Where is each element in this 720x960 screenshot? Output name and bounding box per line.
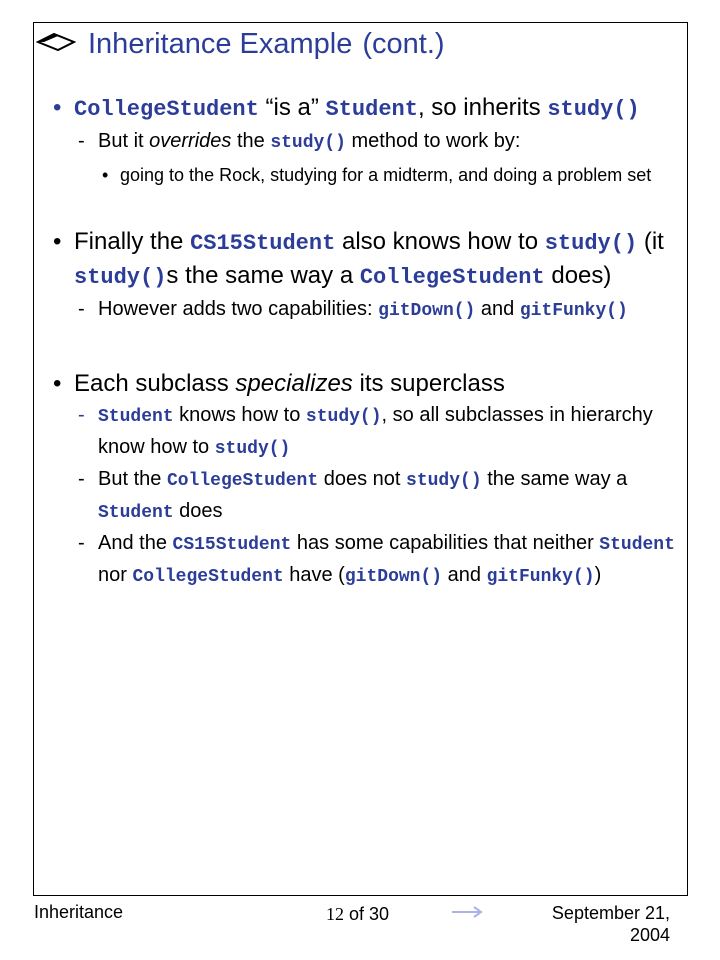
- bullet-1-sub-1: - But it overrides the study() method to work by:: [50, 126, 680, 158]
- footer-date: September 21, 2004: [551, 903, 670, 945]
- bullet-dot: •: [53, 94, 62, 121]
- bullet-1-subsub-1: • going to the Rock, studying for a midterm, and doing a problem set: [50, 162, 680, 188]
- bullet-2: • Finally the CS15Student also knows how to study() (it study()s the same way a CollegeStudent does): [53, 228, 664, 290]
- sub-dash: -: [78, 298, 85, 320]
- right-arrow-icon[interactable]: [450, 902, 486, 922]
- bullet-3-sub-3: - And the CS15Student has some capabilities that neither Student nor CollegeStudent have (gitDown() and gitFunky()): [50, 528, 680, 592]
- footer-page-number: 12 of 30: [326, 904, 390, 924]
- sub-dash: -: [78, 404, 85, 426]
- diamond-logo-icon: [36, 32, 76, 52]
- bullet-1: • CollegeStudent “is a” Student, so inherits study(): [53, 94, 640, 122]
- bullet-3: • Each subclass specializes its superclass: [50, 368, 680, 400]
- bullet-dot: •: [53, 370, 62, 397]
- bullet-3-sub-2: - But the CollegeStudent does not study() the same way a Student does: [50, 464, 680, 528]
- footer-section-title: Inheritance: [34, 902, 124, 922]
- bullet-dot: •: [53, 228, 62, 255]
- subsub-dot: •: [102, 165, 109, 185]
- slide-content: [50, 92, 680, 592]
- slide-title: Inheritance Example (cont.): [88, 28, 445, 60]
- sub-dash: -: [78, 130, 85, 152]
- sub-dash: -: [78, 532, 85, 554]
- bullet-3-sub-1: - Student knows how to study(), so all subclasses in hierarchy know how to study(): [50, 400, 680, 464]
- sub-dash: -: [78, 468, 85, 490]
- bullet-2-sub-1: - However adds two capabilities: gitDown() and gitFunky(): [50, 294, 680, 326]
